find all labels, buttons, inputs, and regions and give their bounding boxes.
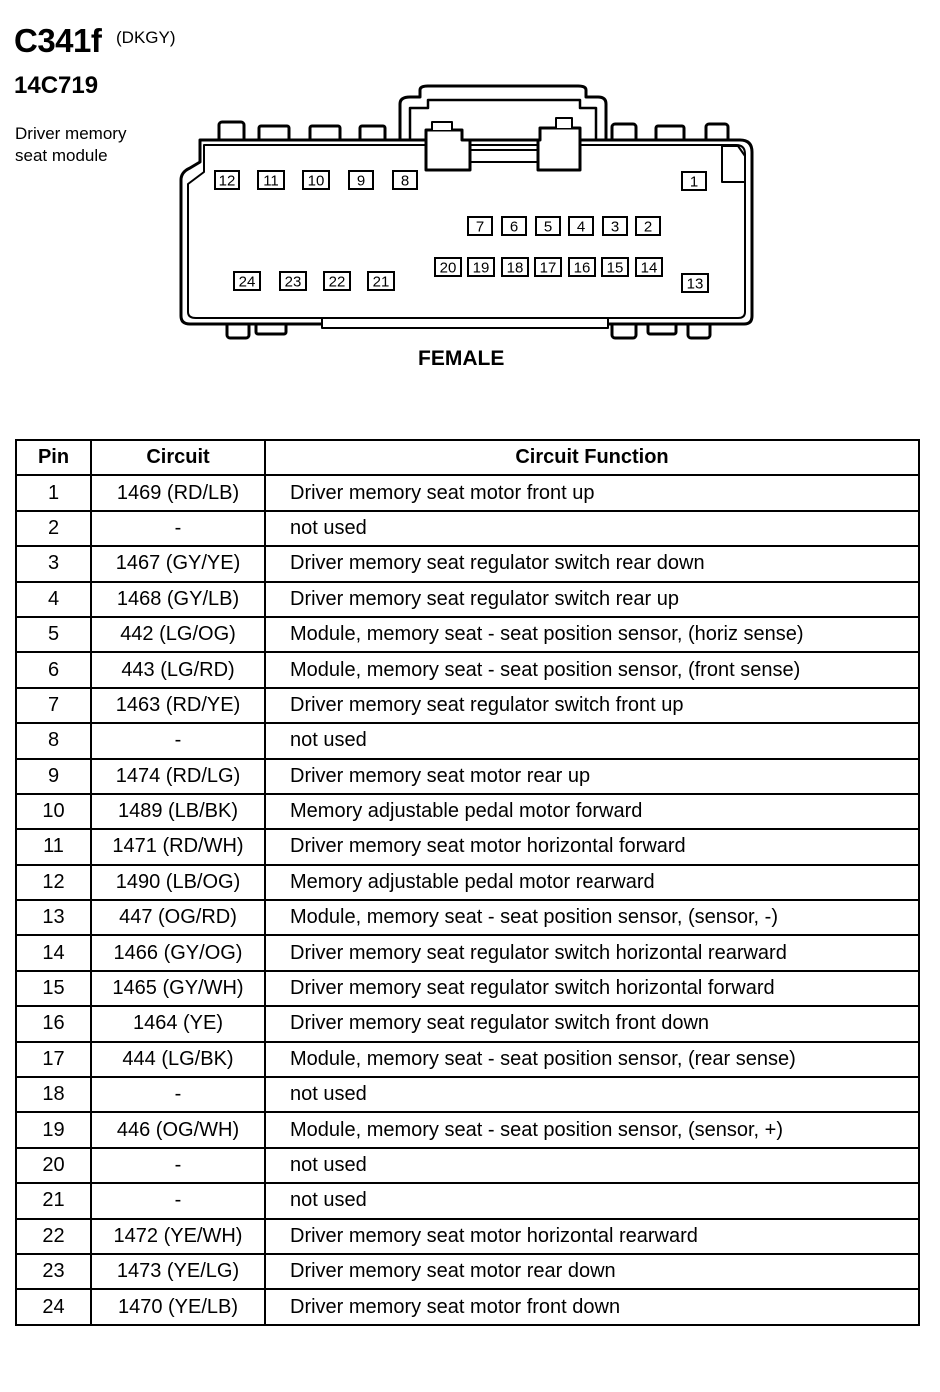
table-row <box>16 794 919 829</box>
table-row <box>16 475 919 510</box>
connector-pin-11 <box>258 171 284 190</box>
connector-pin-5 <box>536 217 560 236</box>
connector-color-code: (DKGY) <box>116 28 176 47</box>
connector-pin-number: 24 <box>238 273 256 291</box>
connector-pin-20 <box>435 258 461 277</box>
connector-pin-number: 2 <box>643 218 653 236</box>
table-row <box>16 759 919 794</box>
connector-pin-17 <box>535 258 561 277</box>
pin-cell: 18 <box>16 1077 91 1112</box>
connector-pin-number: 16 <box>573 259 591 277</box>
table-row <box>16 829 919 864</box>
circuit-function-cell: not used <box>265 1148 919 1183</box>
circuit-cell: 1474 (RD/LG) <box>91 759 265 794</box>
table-row <box>16 511 919 546</box>
connector-pin-18 <box>502 258 528 277</box>
table-row <box>16 1289 919 1324</box>
table-row <box>16 652 919 687</box>
pin-cell: 24 <box>16 1289 91 1324</box>
circuit-function-cell: not used <box>265 511 919 546</box>
pin-cell: 23 <box>16 1254 91 1289</box>
connector-pin-number: 23 <box>284 273 302 291</box>
table-row <box>16 971 919 1006</box>
connector-pin-24 <box>234 272 260 291</box>
connector-pin-12 <box>215 171 239 190</box>
pin-cell: 13 <box>16 900 91 935</box>
circuit-cell: 1466 (GY/OG) <box>91 935 265 970</box>
circuit-cell: 442 (LG/OG) <box>91 617 265 652</box>
connector-pin-number: 8 <box>400 172 410 190</box>
pin-cell: 1 <box>16 475 91 510</box>
circuit-function-cell: Memory adjustable pedal motor forward <box>265 794 919 829</box>
circuit-cell: - <box>91 1077 265 1112</box>
connector-pin-number: 4 <box>576 218 586 236</box>
header-circuit: Circuit <box>91 440 265 475</box>
connector-pin-number: 11 <box>263 172 279 190</box>
connector-gender-label: FEMALE <box>418 347 505 370</box>
circuit-function-cell: Module, memory seat - seat position sensor, (sensor, +) <box>265 1112 919 1147</box>
circuit-function-cell: Module, memory seat - seat position sensor, (rear sense) <box>265 1042 919 1077</box>
connector-pin-number: 5 <box>543 218 553 236</box>
circuit-cell: 1463 (RD/YE) <box>91 688 265 723</box>
connector-pin-number: 20 <box>439 259 457 277</box>
pin-cell: 21 <box>16 1183 91 1218</box>
table-row <box>16 1148 919 1183</box>
table-row <box>16 1006 919 1041</box>
table-row <box>16 935 919 970</box>
connector-pin-number: 22 <box>328 273 346 291</box>
connector-pin-number: 1 <box>689 173 699 191</box>
circuit-function-cell: Driver memory seat motor horizontal rearward <box>265 1219 919 1254</box>
circuit-cell: 1472 (YE/WH) <box>91 1219 265 1254</box>
header-pin: Pin <box>16 440 91 475</box>
table-row <box>16 1077 919 1112</box>
connector-pin-6 <box>502 217 526 236</box>
pin-cell: 14 <box>16 935 91 970</box>
connector-pin-9 <box>349 171 373 190</box>
circuit-cell: - <box>91 511 265 546</box>
connector-pin-number: 15 <box>606 259 624 277</box>
circuit-cell: 446 (OG/WH) <box>91 1112 265 1147</box>
circuit-cell: 1468 (GY/LB) <box>91 582 265 617</box>
table-row <box>16 688 919 723</box>
table-row <box>16 1219 919 1254</box>
connector-key <box>538 128 580 170</box>
table-header-row <box>16 440 919 475</box>
circuit-cell: 1473 (YE/LG) <box>91 1254 265 1289</box>
connector-pin-14 <box>636 258 662 277</box>
circuit-cell: - <box>91 1148 265 1183</box>
connector-pin-number: 21 <box>372 273 390 291</box>
connector-pin-22 <box>324 272 350 291</box>
circuit-cell: 1469 (RD/LB) <box>91 475 265 510</box>
circuit-function-cell: Module, memory seat - seat position sensor, (front sense) <box>265 652 919 687</box>
connector-key <box>426 130 470 170</box>
circuit-cell: 1467 (GY/YE) <box>91 546 265 581</box>
circuit-cell: 1464 (YE) <box>91 1006 265 1041</box>
pin-cell: 16 <box>16 1006 91 1041</box>
circuit-cell: 1490 (LB/OG) <box>91 865 265 900</box>
circuit-function-cell: Driver memory seat motor rear up <box>265 759 919 794</box>
circuit-function-cell: Driver memory seat regulator switch rear up <box>265 582 919 617</box>
table-row <box>16 1183 919 1218</box>
pin-cell: 20 <box>16 1148 91 1183</box>
connector-pin-3 <box>603 217 627 236</box>
pin-cell: 15 <box>16 971 91 1006</box>
connector-pin-1 <box>682 172 706 191</box>
circuit-function-cell: Driver memory seat motor front up <box>265 475 919 510</box>
connector-pin-10 <box>303 171 329 190</box>
pin-cell: 5 <box>16 617 91 652</box>
table-row <box>16 723 919 758</box>
connector-pin-21 <box>368 272 394 291</box>
connector-pin-16 <box>569 258 595 277</box>
circuit-function-cell: Driver memory seat regulator switch rear down <box>265 546 919 581</box>
pin-cell: 11 <box>16 829 91 864</box>
circuit-cell: 1470 (YE/LB) <box>91 1289 265 1324</box>
circuit-function-cell: Module, memory seat - seat position sensor, (sensor, -) <box>265 900 919 935</box>
table-row <box>16 1112 919 1147</box>
circuit-function-cell: Driver memory seat regulator switch horizontal forward <box>265 971 919 1006</box>
module-name: Driver memory seat module <box>15 124 127 165</box>
circuit-function-cell: Driver memory seat regulator switch front up <box>265 688 919 723</box>
circuit-cell: 447 (OG/RD) <box>91 900 265 935</box>
pin-cell: 10 <box>16 794 91 829</box>
connector-pin-number: 12 <box>218 172 236 190</box>
table-row <box>16 1254 919 1289</box>
circuit-function-cell: not used <box>265 1183 919 1218</box>
table-row <box>16 546 919 581</box>
connector-pin-number: 19 <box>472 259 490 277</box>
table-row <box>16 1042 919 1077</box>
connector-pin-4 <box>569 217 593 236</box>
circuit-cell: 1471 (RD/WH) <box>91 829 265 864</box>
circuit-cell: 444 (LG/BK) <box>91 1042 265 1077</box>
circuit-function-cell: Driver memory seat motor front down <box>265 1289 919 1324</box>
circuit-function-cell: Module, memory seat - seat position sensor, (horiz sense) <box>265 617 919 652</box>
pin-cell: 6 <box>16 652 91 687</box>
connector-pin-23 <box>280 272 306 291</box>
table-row <box>16 582 919 617</box>
connector-pin-number: 7 <box>475 218 485 236</box>
connector-pin-13 <box>682 274 708 293</box>
pin-cell: 2 <box>16 511 91 546</box>
circuit-function-cell: Driver memory seat motor rear down <box>265 1254 919 1289</box>
pin-table <box>15 439 920 1326</box>
pin-cell: 12 <box>16 865 91 900</box>
circuit-cell: - <box>91 1183 265 1218</box>
circuit-cell: 443 (LG/RD) <box>91 652 265 687</box>
connector-pin-number: 17 <box>539 259 557 277</box>
connector-diagram <box>0 0 940 400</box>
connector-pin-2 <box>636 217 660 236</box>
table-row <box>16 865 919 900</box>
pin-cell: 17 <box>16 1042 91 1077</box>
pin-cell: 7 <box>16 688 91 723</box>
circuit-function-cell: not used <box>265 1077 919 1112</box>
circuit-function-cell: Driver memory seat regulator switch front down <box>265 1006 919 1041</box>
connector-pin-15 <box>602 258 628 277</box>
connector-pin-7 <box>468 217 492 236</box>
pin-cell: 8 <box>16 723 91 758</box>
connector-pin-number: 3 <box>610 218 620 236</box>
circuit-cell: 1465 (GY/WH) <box>91 971 265 1006</box>
circuit-cell: - <box>91 723 265 758</box>
connector-key-slot <box>322 318 608 328</box>
pin-cell: 9 <box>16 759 91 794</box>
table-row <box>16 617 919 652</box>
connector-id: C341f <box>14 22 102 59</box>
connector-pin-19 <box>468 258 494 277</box>
connector-pin-number: 14 <box>640 259 658 277</box>
part-number: 14C719 <box>14 72 99 99</box>
connector-pin-number: 18 <box>506 259 524 277</box>
circuit-cell: 1489 (LB/BK) <box>91 794 265 829</box>
header-circuit-function: Circuit Function <box>265 440 919 475</box>
pin-cell: 3 <box>16 546 91 581</box>
circuit-function-cell: not used <box>265 723 919 758</box>
connector-pin-number: 6 <box>509 218 519 236</box>
connector-pin-number: 9 <box>356 172 366 190</box>
circuit-function-cell: Driver memory seat regulator switch horizontal rearward <box>265 935 919 970</box>
circuit-function-cell: Memory adjustable pedal motor rearward <box>265 865 919 900</box>
connector-pin-number: 10 <box>307 172 325 190</box>
table-row <box>16 900 919 935</box>
pin-cell: 22 <box>16 1219 91 1254</box>
connector-notch <box>722 146 745 182</box>
pin-cell: 4 <box>16 582 91 617</box>
pin-cell: 19 <box>16 1112 91 1147</box>
circuit-function-cell: Driver memory seat motor horizontal forward <box>265 829 919 864</box>
connector-pin-number: 13 <box>686 275 704 293</box>
connector-pin-8 <box>393 171 417 190</box>
